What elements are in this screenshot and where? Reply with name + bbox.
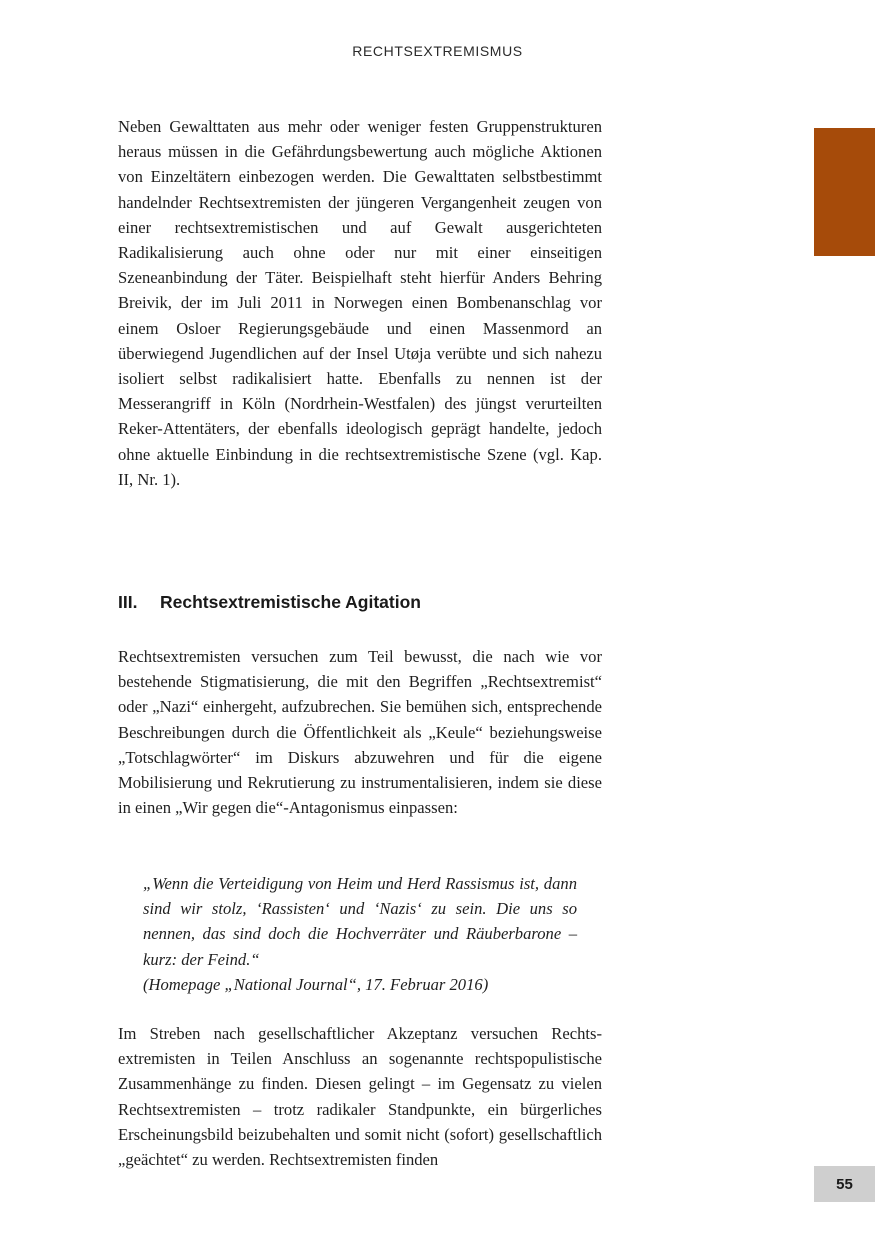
body-paragraph-1: Neben Gewalttaten aus mehr oder weniger festen Gruppenstrukturen heraus müssen in die Gefährdungsbewertung auch mögliche Aktionen von Einzeltätern einbezogen werden. Die Gewalttaten selbstbestimmt handelnder Rechtsextremisten der jüngeren Vergangenheit zeugen von einer rechtsextremistischen und auf Gewalt ausgerichteten Radikalisierung auch ohne oder nur mit einer einseitigen Szeneanbindung der Täter. Beispielhaft steht hierfür Anders Behring Breivik, der im Juli 2011 in Norwegen einen Bombenanschlag vor einem Osloer Regierungsgebäude und einen Massenmord an überwiegend Jugendlichen auf der Insel Utøja verübte und sich nahezu isoliert selbst radikalisiert hatte. Ebenfalls zu nennen ist der Messerangriff in Köln (Nordrhein-Westfalen) des jüngst verurteilten Reker-Attentäters, der ebenfalls ideologisch geprägt handelte, jedoch ohne aktuelle Einbindung in die rechtsextremistische Szene (vgl. Kap. II, Nr. 1). — [118, 117, 602, 489]
chapter-color-tab — [814, 128, 875, 256]
quote-source: (Homepage „National Journal“, 17. Februar 2016) — [143, 974, 489, 994]
page-number: 55 — [814, 1166, 875, 1202]
quote-text: „Wenn die Verteidigung von Heim und Herd Rassismus ist, dann sind wir stolz, ‘Rassisten‘ und ‘Nazis‘ zu sein. Die uns so nennen, das sind doch die Hochverräter und Räuberbarone – kurz: der Feind.“ — [143, 874, 577, 969]
body-paragraph-3: Im Streben nach gesellschaftlicher Akzeptanz versuchen Rechtsextremisten in Teilen Anschluss an sogenannte rechtspopulistische Zusammenhänge zu finden. Diesen gelingt – im Gegensatz zu vielen Rechtsextremisten – trotz radikaler Standpunkte, ein bürgerliches Erscheinungsbild beizubehalten und somit nicht (sofort) gesellschaftlich „geächtet“ zu werden. Rechtsextremisten finden — [118, 1024, 602, 1170]
body-paragraph-2: Rechtsextremisten versuchen zum Teil bewusst, die nach wie vor bestehende Stigmatisierung, die mit den Begriffen „Rechtsextremist“ oder „Nazi“ einhergeht, aufzubrechen. Sie bemühen sich, entsprechende Beschreibungen durch die Öffentlichkeit als „Keule“ beziehungsweise „Totschlagwörter“ im Diskurs abzuwehren und für die eigene Mobilisierung und Rekrutierung zu instrumentalisieren, indem sie diese in einen „Wir gegen die“-Antagonismus einpassen: — [118, 647, 602, 818]
block-quote — [143, 871, 577, 997]
section-title: Rechtsextremistische Agitation — [160, 592, 421, 612]
section-number: III. — [118, 592, 138, 612]
section-heading — [118, 592, 421, 613]
running-header: RECHTSEXTREMISMUS — [352, 43, 523, 59]
